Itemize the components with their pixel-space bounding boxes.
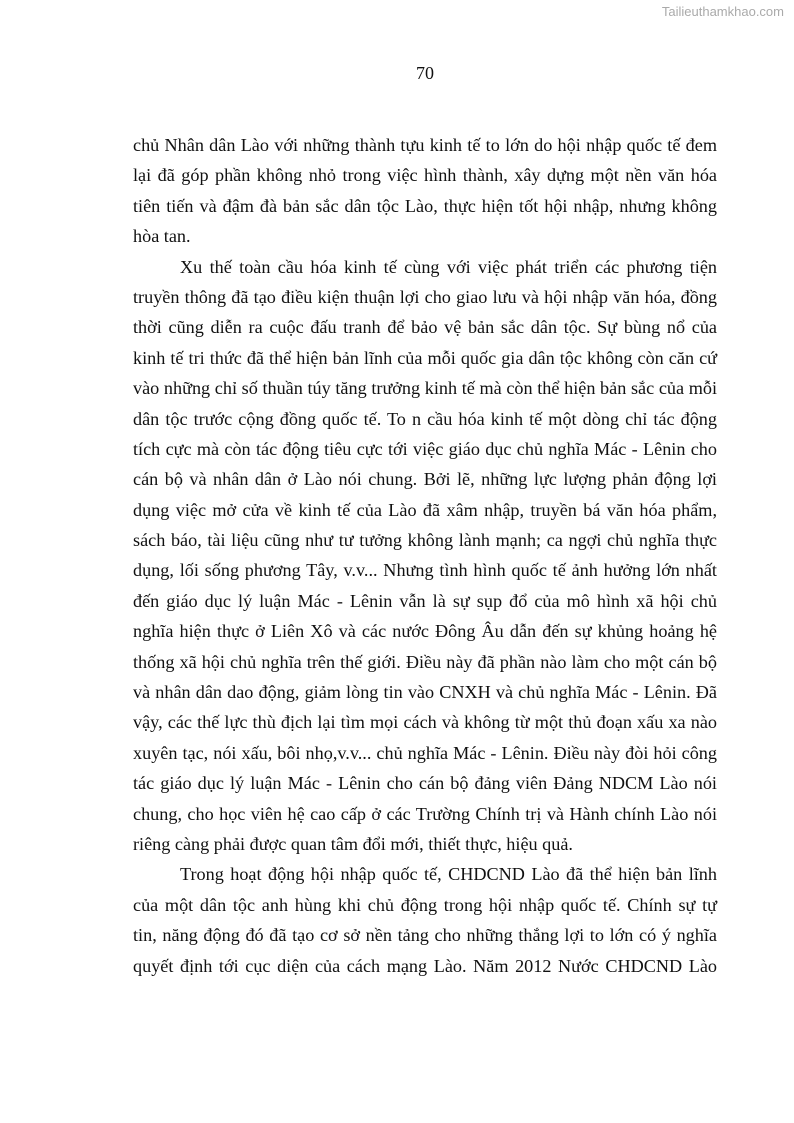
text-line: vào những chỉ số thuần túy tăng trưởng kinh tế mà còn thể hiện bản sắc của mỗi: [133, 378, 717, 399]
text-line: nghĩa hiện thực ở Liên Xô và các nước Đông Âu dẫn đến sự khủng hoảng hệ: [133, 621, 717, 642]
text-line: quyết định tới cục diện của cách mạng Lào. Năm 2012 Nước CHDCND Lào: [133, 955, 717, 976]
text-line: sách báo, tài liệu cũng như tư tưởng không lành mạnh; ca ngợi chủ nghĩa thực: [133, 530, 717, 551]
text-line: tiên tiến và đậm đà bản sắc dân tộc Lào, thực hiện tốt hội nhập, nhưng không: [133, 195, 717, 216]
text-line: đến giáo dục lý luận Mác - Lênin vẫn là sự sụp đổ của mô hình xã hội chủ: [133, 590, 717, 611]
text-line: chủ Nhân dân Lào với những thành tựu kinh tế to lớn do hội nhập quốc tế đem: [133, 135, 717, 155]
text-line: tin, năng động đó đã tạo cơ sở nền tảng cho những thắng lợi to lớn có ý nghĩa: [133, 925, 717, 946]
text-line: truyền thông đã tạo điều kiện thuận lợi cho giao lưu và hội nhập văn hóa, đồng: [133, 286, 717, 307]
text-line: Trong hoạt động hội nhập quốc tế, CHDCND Lào đã thể hiện bản lĩnh: [180, 864, 717, 885]
text-line: vậy, các thế lực thù địch lại tìm mọi cách và không từ một thủ đoạn xấu xa nào: [133, 712, 717, 733]
text-line: dụng, lối sống phương Tây, v.v... Nhưng tình hình quốc tế ảnh hưởng lớn nhất: [133, 560, 717, 581]
text-line: thống xã hội chủ nghĩa trên thế giới. Điều này đã phần nào làm cho một cán bộ: [133, 651, 717, 672]
text-line: kinh tế tri thức đã thể hiện bản lĩnh của mỗi quốc gia dân tộc không còn căn cứ: [133, 347, 717, 368]
document-body: [133, 130, 717, 981]
text-line: tích cực mà còn tác động tiêu cực tới việc giáo dục chủ nghĩa Mác - Lênin cho: [133, 438, 717, 459]
text-line: và nhân dân dao động, giảm lòng tin vào CNXH và chủ nghĩa Mác - Lênin. Đã: [133, 682, 717, 703]
watermark: Tailieuthamkhao.com: [661, 4, 784, 19]
text-line: riêng càng phải được quan tâm đổi mới, thiết thực, hiệu quả.: [133, 833, 573, 854]
text-line: xuyên tạc, nói xấu, bôi nhọ,v.v... chủ nghĩa Mác - Lênin. Điều này đòi hỏi công: [133, 742, 717, 763]
text-line: của một dân tộc anh hùng khi chủ động trong hội nhập quốc tế. Chính sự tự: [133, 894, 717, 915]
text-line: chung, cho học viên hệ cao cấp ở các Trường Chính trị và Hành chính Lào nói: [133, 803, 717, 824]
page-number: 70: [416, 63, 434, 83]
text-line: dụng việc mở cửa về kinh tế của Lào đã xâm nhập, truyền bá văn hóa phẩm,: [133, 499, 717, 520]
text-line: cán bộ và nhân dân ở Lào nói chung. Bởi lẽ, những lực lượng phản động lợi: [133, 469, 717, 490]
text-line: hòa tan.: [133, 226, 191, 247]
text-line: tác giáo dục lý luận Mác - Lênin cho cán bộ đảng viên Đảng NDCM Lào nói: [133, 773, 717, 794]
text-line: dân tộc trước cộng đồng quốc tế. To n cầu hóa kinh tế một dòng chỉ tác động: [133, 408, 717, 429]
text-line: thời cũng diễn ra cuộc đấu tranh để bảo vệ bản sắc dân tộc. Sự bùng nổ của: [133, 317, 717, 338]
text-line: lại đã góp phần không nhỏ trong việc hình thành, xây dựng một nền văn hóa: [133, 165, 717, 186]
text-line: Xu thế toàn cầu hóa kinh tế cùng với việc phát triển các phương tiện: [180, 256, 717, 277]
